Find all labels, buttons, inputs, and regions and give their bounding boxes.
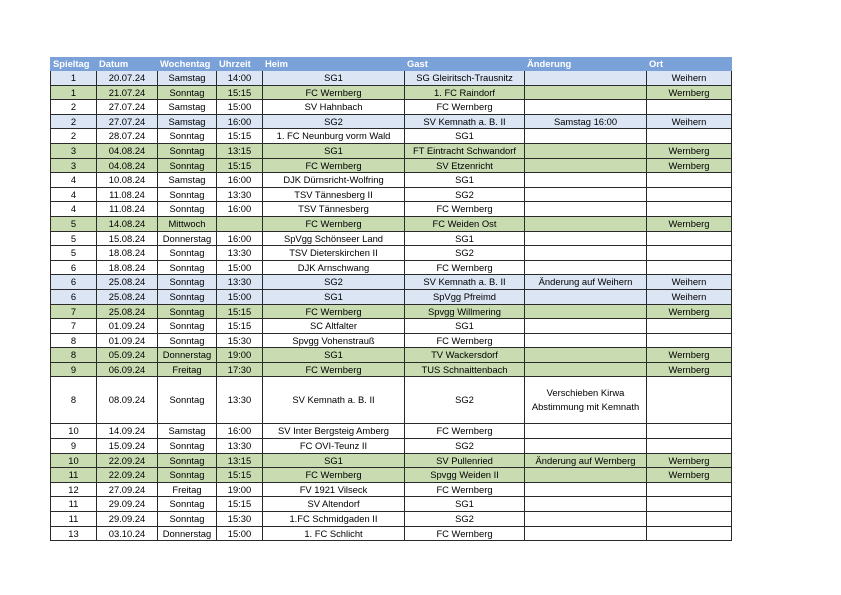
heim-cell[interactable]: FC OVI-Teunz II <box>263 439 405 454</box>
gast-cell[interactable]: SG2 <box>405 246 525 261</box>
datum-cell[interactable]: 15.09.24 <box>97 439 158 454</box>
spieltag-cell[interactable]: 1 <box>51 71 97 86</box>
wochentag-cell[interactable]: Sonntag <box>158 158 217 173</box>
datum-cell[interactable]: 04.08.24 <box>97 158 158 173</box>
spieltag-cell[interactable]: 5 <box>51 231 97 246</box>
gast-cell[interactable]: FC Weiden Ost <box>405 216 525 231</box>
spieltag-cell[interactable]: 10 <box>51 424 97 439</box>
header-ort[interactable]: Ort <box>647 58 732 71</box>
uhrzeit-cell[interactable]: 15:00 <box>217 289 263 304</box>
wochentag-cell[interactable]: Sonntag <box>158 439 217 454</box>
gast-cell[interactable]: FC Wernberg <box>405 526 525 541</box>
table-row <box>51 260 732 275</box>
ort-cell[interactable] <box>647 260 732 275</box>
gast-cell[interactable]: FC Wernberg <box>405 260 525 275</box>
spieltag-cell[interactable]: 4 <box>51 173 97 188</box>
heim-cell[interactable]: DJK Dürnsricht-Wolfring <box>263 173 405 188</box>
ort-cell[interactable]: Wernberg <box>647 216 732 231</box>
aenderung-cell[interactable] <box>525 289 647 304</box>
datum-cell[interactable]: 11.08.24 <box>97 187 158 202</box>
aenderung-cell[interactable]: Samstag 16:00 <box>525 114 647 129</box>
wochentag-cell[interactable]: Samstag <box>158 173 217 188</box>
datum-cell[interactable]: 11.08.24 <box>97 202 158 217</box>
aenderung-cell[interactable] <box>525 304 647 319</box>
spieltag-cell[interactable]: 13 <box>51 526 97 541</box>
uhrzeit-cell[interactable]: 15:15 <box>217 158 263 173</box>
heim-cell[interactable]: FV 1921 Vilseck <box>263 482 405 497</box>
spieltag-cell[interactable]: 2 <box>51 100 97 115</box>
wochentag-cell[interactable]: Sonntag <box>158 129 217 144</box>
aenderung-cell[interactable] <box>525 512 647 527</box>
uhrzeit-cell[interactable]: 15:15 <box>217 497 263 512</box>
heim-cell[interactable]: TSV Dieterskirchen II <box>263 246 405 261</box>
uhrzeit-cell[interactable]: 16:00 <box>217 114 263 129</box>
wochentag-cell[interactable]: Sonntag <box>158 289 217 304</box>
datum-cell[interactable]: 04.08.24 <box>97 143 158 158</box>
aenderung-cell[interactable]: Änderung auf Wernberg <box>525 453 647 468</box>
aenderung-cell[interactable] <box>525 100 647 115</box>
wochentag-cell[interactable]: Sonntag <box>158 275 217 290</box>
aenderung-cell[interactable] <box>525 187 647 202</box>
ort-cell[interactable]: Wernberg <box>647 304 732 319</box>
uhrzeit-cell[interactable]: 15:15 <box>217 85 263 100</box>
ort-cell[interactable] <box>647 482 732 497</box>
table-row <box>51 143 732 158</box>
uhrzeit-cell[interactable]: 13:30 <box>217 439 263 454</box>
header-wochentag[interactable]: Wochentag <box>158 58 217 71</box>
gast-cell[interactable]: SG2 <box>405 187 525 202</box>
heim-cell[interactable]: SG2 <box>263 114 405 129</box>
aenderung-cell[interactable] <box>525 173 647 188</box>
datum-cell[interactable]: 14.08.24 <box>97 216 158 231</box>
uhrzeit-cell[interactable]: 15:30 <box>217 333 263 348</box>
spieltag-cell[interactable]: 10 <box>51 453 97 468</box>
uhrzeit-cell[interactable]: 13:30 <box>217 275 263 290</box>
spieltag-cell[interactable]: 11 <box>51 512 97 527</box>
datum-cell[interactable]: 28.07.24 <box>97 129 158 144</box>
aenderung-cell[interactable] <box>525 260 647 275</box>
spieltag-cell[interactable]: 9 <box>51 439 97 454</box>
datum-cell[interactable]: 15.08.24 <box>97 231 158 246</box>
heim-cell[interactable]: SG1 <box>263 289 405 304</box>
uhrzeit-cell[interactable]: 15:00 <box>217 526 263 541</box>
heim-cell[interactable]: DJK Arnschwang <box>263 260 405 275</box>
header-row <box>51 58 732 71</box>
heim-cell[interactable]: FC Wernberg <box>263 304 405 319</box>
heim-cell[interactable]: FC Wernberg <box>263 468 405 483</box>
wochentag-cell[interactable]: Sonntag <box>158 333 217 348</box>
ort-cell[interactable]: Wernberg <box>647 158 732 173</box>
ort-cell[interactable]: Weihern <box>647 71 732 86</box>
heim-cell[interactable]: SV Inter Bergsteig Amberg <box>263 424 405 439</box>
datum-cell[interactable]: 08.09.24 <box>97 377 158 424</box>
spieltag-cell[interactable]: 4 <box>51 202 97 217</box>
wochentag-cell[interactable]: Sonntag <box>158 512 217 527</box>
gast-cell[interactable]: SpVgg Pfreimd <box>405 289 525 304</box>
datum-cell[interactable]: 27.09.24 <box>97 482 158 497</box>
wochentag-cell[interactable]: Sonntag <box>158 246 217 261</box>
gast-cell[interactable]: SG1 <box>405 173 525 188</box>
header-gast[interactable]: Gast <box>405 58 525 71</box>
spieltag-cell[interactable]: 7 <box>51 304 97 319</box>
uhrzeit-cell[interactable]: 16:00 <box>217 424 263 439</box>
datum-cell[interactable]: 18.08.24 <box>97 246 158 261</box>
spieltag-cell[interactable]: 5 <box>51 216 97 231</box>
table-row <box>51 333 732 348</box>
ort-cell[interactable]: Wernberg <box>647 85 732 100</box>
spieltag-cell[interactable]: 8 <box>51 348 97 363</box>
uhrzeit-cell[interactable]: 15:15 <box>217 319 263 334</box>
heim-cell[interactable]: 1.FC Schmidgaden II <box>263 512 405 527</box>
wochentag-cell[interactable]: Samstag <box>158 71 217 86</box>
datum-cell[interactable]: 01.09.24 <box>97 333 158 348</box>
wochentag-cell[interactable]: Sonntag <box>158 85 217 100</box>
uhrzeit-cell[interactable]: 15:00 <box>217 260 263 275</box>
spieltag-cell[interactable]: 9 <box>51 362 97 377</box>
table-row <box>51 362 732 377</box>
ort-cell[interactable]: Wernberg <box>647 468 732 483</box>
spieltag-cell[interactable]: 2 <box>51 129 97 144</box>
table-row <box>51 289 732 304</box>
spieltag-cell[interactable]: 6 <box>51 289 97 304</box>
table-row <box>51 100 732 115</box>
heim-cell[interactable]: SC Altfalter <box>263 319 405 334</box>
heim-cell[interactable]: FC Wernberg <box>263 216 405 231</box>
gast-cell[interactable]: 1. FC Raindorf <box>405 85 525 100</box>
aenderung-cell[interactable] <box>525 439 647 454</box>
gast-cell[interactable]: SG Gleiritsch-Trausnitz <box>405 71 525 86</box>
wochentag-cell[interactable]: Samstag <box>158 424 217 439</box>
ort-cell[interactable]: Weihern <box>647 275 732 290</box>
uhrzeit-cell[interactable]: 13:30 <box>217 377 263 424</box>
header-spieltag[interactable]: Spieltag <box>51 58 97 71</box>
ort-cell[interactable] <box>647 202 732 217</box>
ort-cell[interactable]: Wernberg <box>647 348 732 363</box>
gast-cell[interactable]: FC Wernberg <box>405 333 525 348</box>
gast-cell[interactable]: SG1 <box>405 129 525 144</box>
table-row <box>51 497 732 512</box>
uhrzeit-cell[interactable]: 13:30 <box>217 246 263 261</box>
table-row <box>51 526 732 541</box>
datum-cell[interactable]: 03.10.24 <box>97 526 158 541</box>
spieltag-cell[interactable]: 3 <box>51 143 97 158</box>
header-uhrzeit[interactable]: Uhrzeit <box>217 58 263 71</box>
datum-cell[interactable]: 22.09.24 <box>97 453 158 468</box>
aenderung-cell[interactable] <box>525 71 647 86</box>
aenderung-cell[interactable] <box>525 348 647 363</box>
ort-cell[interactable] <box>647 129 732 144</box>
spieltag-cell[interactable]: 8 <box>51 333 97 348</box>
datum-cell[interactable]: 21.07.24 <box>97 85 158 100</box>
aenderung-cell[interactable] <box>525 362 647 377</box>
uhrzeit-cell[interactable]: 15:15 <box>217 129 263 144</box>
datum-cell[interactable]: 25.08.24 <box>97 304 158 319</box>
ort-cell[interactable]: Weihern <box>647 289 732 304</box>
spieltag-cell[interactable]: 4 <box>51 187 97 202</box>
table-row <box>51 439 732 454</box>
aenderung-cell[interactable] <box>525 497 647 512</box>
table-row <box>51 468 732 483</box>
datum-cell[interactable]: 14.09.24 <box>97 424 158 439</box>
uhrzeit-cell[interactable]: 13:15 <box>217 453 263 468</box>
datum-cell[interactable]: 29.09.24 <box>97 512 158 527</box>
spieltag-cell[interactable]: 5 <box>51 246 97 261</box>
gast-cell[interactable]: FC Wernberg <box>405 424 525 439</box>
ort-cell[interactable] <box>647 319 732 334</box>
wochentag-cell[interactable]: Sonntag <box>158 304 217 319</box>
wochentag-cell[interactable]: Sonntag <box>158 187 217 202</box>
table-row <box>51 85 732 100</box>
gast-cell[interactable]: FC Wernberg <box>405 100 525 115</box>
table-row <box>51 129 732 144</box>
table-row <box>51 114 732 129</box>
wochentag-cell[interactable]: Mittwoch <box>158 216 217 231</box>
ort-cell[interactable] <box>647 439 732 454</box>
wochentag-cell[interactable]: Freitag <box>158 482 217 497</box>
wochentag-cell[interactable]: Samstag <box>158 100 217 115</box>
spieltag-cell[interactable]: 3 <box>51 158 97 173</box>
heim-cell[interactable]: FC Wernberg <box>263 362 405 377</box>
gast-cell[interactable]: SV Kemnath a. B. II <box>405 275 525 290</box>
ort-cell[interactable] <box>647 526 732 541</box>
ort-cell[interactable] <box>647 231 732 246</box>
header-datum[interactable]: Datum <box>97 58 158 71</box>
aenderung-cell[interactable] <box>525 129 647 144</box>
aenderung-cell[interactable] <box>525 202 647 217</box>
uhrzeit-cell[interactable]: 13:30 <box>217 187 263 202</box>
table-row <box>51 424 732 439</box>
schedule-table <box>50 57 732 541</box>
datum-cell[interactable]: 27.07.24 <box>97 114 158 129</box>
wochentag-cell[interactable]: Sonntag <box>158 453 217 468</box>
datum-cell[interactable]: 25.08.24 <box>97 289 158 304</box>
datum-cell[interactable]: 10.08.24 <box>97 173 158 188</box>
ort-cell[interactable] <box>647 512 732 527</box>
table-row <box>51 202 732 217</box>
gast-cell[interactable]: FC Wernberg <box>405 482 525 497</box>
spieltag-cell[interactable]: 11 <box>51 497 97 512</box>
wochentag-cell[interactable]: Sonntag <box>158 260 217 275</box>
header-heim[interactable]: Heim <box>263 58 405 71</box>
aenderung-cell[interactable] <box>525 85 647 100</box>
datum-cell[interactable]: 27.07.24 <box>97 100 158 115</box>
heim-cell[interactable]: TSV Tännesberg <box>263 202 405 217</box>
ort-cell[interactable] <box>647 333 732 348</box>
table-row <box>51 482 732 497</box>
uhrzeit-cell[interactable]: 15:15 <box>217 304 263 319</box>
ort-cell[interactable]: Wernberg <box>647 362 732 377</box>
wochentag-cell[interactable]: Samstag <box>158 114 217 129</box>
datum-cell[interactable]: 05.09.24 <box>97 348 158 363</box>
gast-cell[interactable]: TUS Schnaittenbach <box>405 362 525 377</box>
gast-cell[interactable]: SG1 <box>405 319 525 334</box>
ort-cell[interactable] <box>647 424 732 439</box>
heim-cell[interactable]: SG2 <box>263 275 405 290</box>
uhrzeit-cell[interactable]: 19:00 <box>217 348 263 363</box>
aenderung-cell[interactable] <box>525 231 647 246</box>
table-row <box>51 173 732 188</box>
table-row <box>51 71 732 86</box>
uhrzeit-cell[interactable]: 15:15 <box>217 468 263 483</box>
ort-cell[interactable] <box>647 377 732 424</box>
heim-cell[interactable]: SV Kemnath a. B. II <box>263 377 405 424</box>
wochentag-cell[interactable]: Sonntag <box>158 202 217 217</box>
table-row <box>51 187 732 202</box>
table-row <box>51 348 732 363</box>
spieltag-cell[interactable]: 8 <box>51 377 97 424</box>
ort-cell[interactable] <box>647 246 732 261</box>
datum-cell[interactable]: 29.09.24 <box>97 497 158 512</box>
gast-cell[interactable]: SG2 <box>405 439 525 454</box>
table-row <box>51 231 732 246</box>
aenderung-cell[interactable] <box>525 526 647 541</box>
uhrzeit-cell[interactable]: 19:00 <box>217 482 263 497</box>
datum-cell[interactable]: 20.07.24 <box>97 71 158 86</box>
wochentag-cell[interactable]: Sonntag <box>158 468 217 483</box>
spieltag-cell[interactable]: 1 <box>51 85 97 100</box>
gast-cell[interactable]: SV Kemnath a. B. II <box>405 114 525 129</box>
aenderung-cell[interactable] <box>525 158 647 173</box>
table-row <box>51 512 732 527</box>
heim-cell[interactable]: SG1 <box>263 143 405 158</box>
uhrzeit-cell[interactable]: 14:00 <box>217 71 263 86</box>
table-row <box>51 453 732 468</box>
wochentag-cell[interactable]: Donnerstag <box>158 526 217 541</box>
aenderung-cell[interactable] <box>525 319 647 334</box>
gast-cell[interactable]: SG2 <box>405 512 525 527</box>
uhrzeit-cell[interactable]: 15:00 <box>217 100 263 115</box>
table-row <box>51 304 732 319</box>
aenderung-cell[interactable] <box>525 143 647 158</box>
datum-cell[interactable]: 06.09.24 <box>97 362 158 377</box>
table-row <box>51 216 732 231</box>
gast-cell[interactable]: Spvgg Willmering <box>405 304 525 319</box>
wochentag-cell[interactable]: Freitag <box>158 362 217 377</box>
header-aenderung[interactable]: Änderung <box>525 58 647 71</box>
uhrzeit-cell[interactable]: 16:00 <box>217 202 263 217</box>
aenderung-cell[interactable]: Verschieben Kirwa Abstimmung mit Kemnath <box>525 377 647 424</box>
ort-cell[interactable] <box>647 497 732 512</box>
aenderung-cell[interactable] <box>525 424 647 439</box>
heim-cell[interactable]: SpVgg Schönseer Land <box>263 231 405 246</box>
gast-cell[interactable]: FC Wernberg <box>405 202 525 217</box>
gast-cell[interactable]: TV Wackersdorf <box>405 348 525 363</box>
ort-cell[interactable] <box>647 173 732 188</box>
aenderung-cell[interactable] <box>525 216 647 231</box>
heim-cell[interactable]: SG1 <box>263 348 405 363</box>
aenderung-cell[interactable] <box>525 333 647 348</box>
datum-cell[interactable]: 22.09.24 <box>97 468 158 483</box>
heim-cell[interactable]: 1. FC Neunburg vorm Wald <box>263 129 405 144</box>
spieltag-cell[interactable]: 6 <box>51 260 97 275</box>
heim-cell[interactable]: Spvgg Vohenstrauß <box>263 333 405 348</box>
aenderung-cell[interactable] <box>525 482 647 497</box>
ort-cell[interactable]: Wernberg <box>647 453 732 468</box>
uhrzeit-cell[interactable]: 16:00 <box>217 231 263 246</box>
gast-cell[interactable]: SV Etzenricht <box>405 158 525 173</box>
wochentag-cell[interactable]: Donnerstag <box>158 231 217 246</box>
spieltag-cell[interactable]: 11 <box>51 468 97 483</box>
gast-cell[interactable]: SG1 <box>405 497 525 512</box>
gast-cell[interactable]: SV Pullenried <box>405 453 525 468</box>
wochentag-cell[interactable]: Donnerstag <box>158 348 217 363</box>
uhrzeit-cell[interactable]: 15:30 <box>217 512 263 527</box>
heim-cell[interactable]: SV Hahnbach <box>263 100 405 115</box>
aenderung-cell[interactable] <box>525 468 647 483</box>
uhrzeit-cell[interactable]: 16:00 <box>217 173 263 188</box>
heim-cell[interactable]: FC Wernberg <box>263 85 405 100</box>
aenderung-cell[interactable] <box>525 246 647 261</box>
gast-cell[interactable]: SG1 <box>405 231 525 246</box>
heim-cell[interactable]: SV Altendorf <box>263 497 405 512</box>
uhrzeit-cell[interactable]: 13:15 <box>217 143 263 158</box>
ort-cell[interactable] <box>647 100 732 115</box>
gast-cell[interactable]: Spvgg Weiden II <box>405 468 525 483</box>
ort-cell[interactable]: Weihern <box>647 114 732 129</box>
datum-cell[interactable]: 25.08.24 <box>97 275 158 290</box>
uhrzeit-cell[interactable]: 17:30 <box>217 362 263 377</box>
wochentag-cell[interactable]: Sonntag <box>158 377 217 424</box>
heim-cell[interactable]: FC Wernberg <box>263 158 405 173</box>
wochentag-cell[interactable]: Sonntag <box>158 497 217 512</box>
spieltag-cell[interactable]: 12 <box>51 482 97 497</box>
uhrzeit-cell[interactable] <box>217 216 263 231</box>
ort-cell[interactable]: Wernberg <box>647 143 732 158</box>
heim-cell[interactable]: 1. FC Schlicht <box>263 526 405 541</box>
datum-cell[interactable]: 01.09.24 <box>97 319 158 334</box>
gast-cell[interactable]: FT Eintracht Schwandorf <box>405 143 525 158</box>
table-row <box>51 246 732 261</box>
table-row <box>51 319 732 334</box>
spieltag-cell[interactable]: 7 <box>51 319 97 334</box>
datum-cell[interactable]: 18.08.24 <box>97 260 158 275</box>
wochentag-cell[interactable]: Sonntag <box>158 143 217 158</box>
spieltag-cell[interactable]: 2 <box>51 114 97 129</box>
table-row <box>51 275 732 290</box>
wochentag-cell[interactable]: Sonntag <box>158 319 217 334</box>
spieltag-cell[interactable]: 6 <box>51 275 97 290</box>
heim-cell[interactable]: SG1 <box>263 453 405 468</box>
aenderung-cell[interactable]: Änderung auf Weihern <box>525 275 647 290</box>
table-row <box>51 377 732 424</box>
heim-cell[interactable]: TSV Tännesberg II <box>263 187 405 202</box>
table-row <box>51 158 732 173</box>
table-body <box>51 71 732 541</box>
gast-cell[interactable]: SG2 <box>405 377 525 424</box>
ort-cell[interactable] <box>647 187 732 202</box>
heim-cell[interactable]: SG1 <box>263 71 405 86</box>
